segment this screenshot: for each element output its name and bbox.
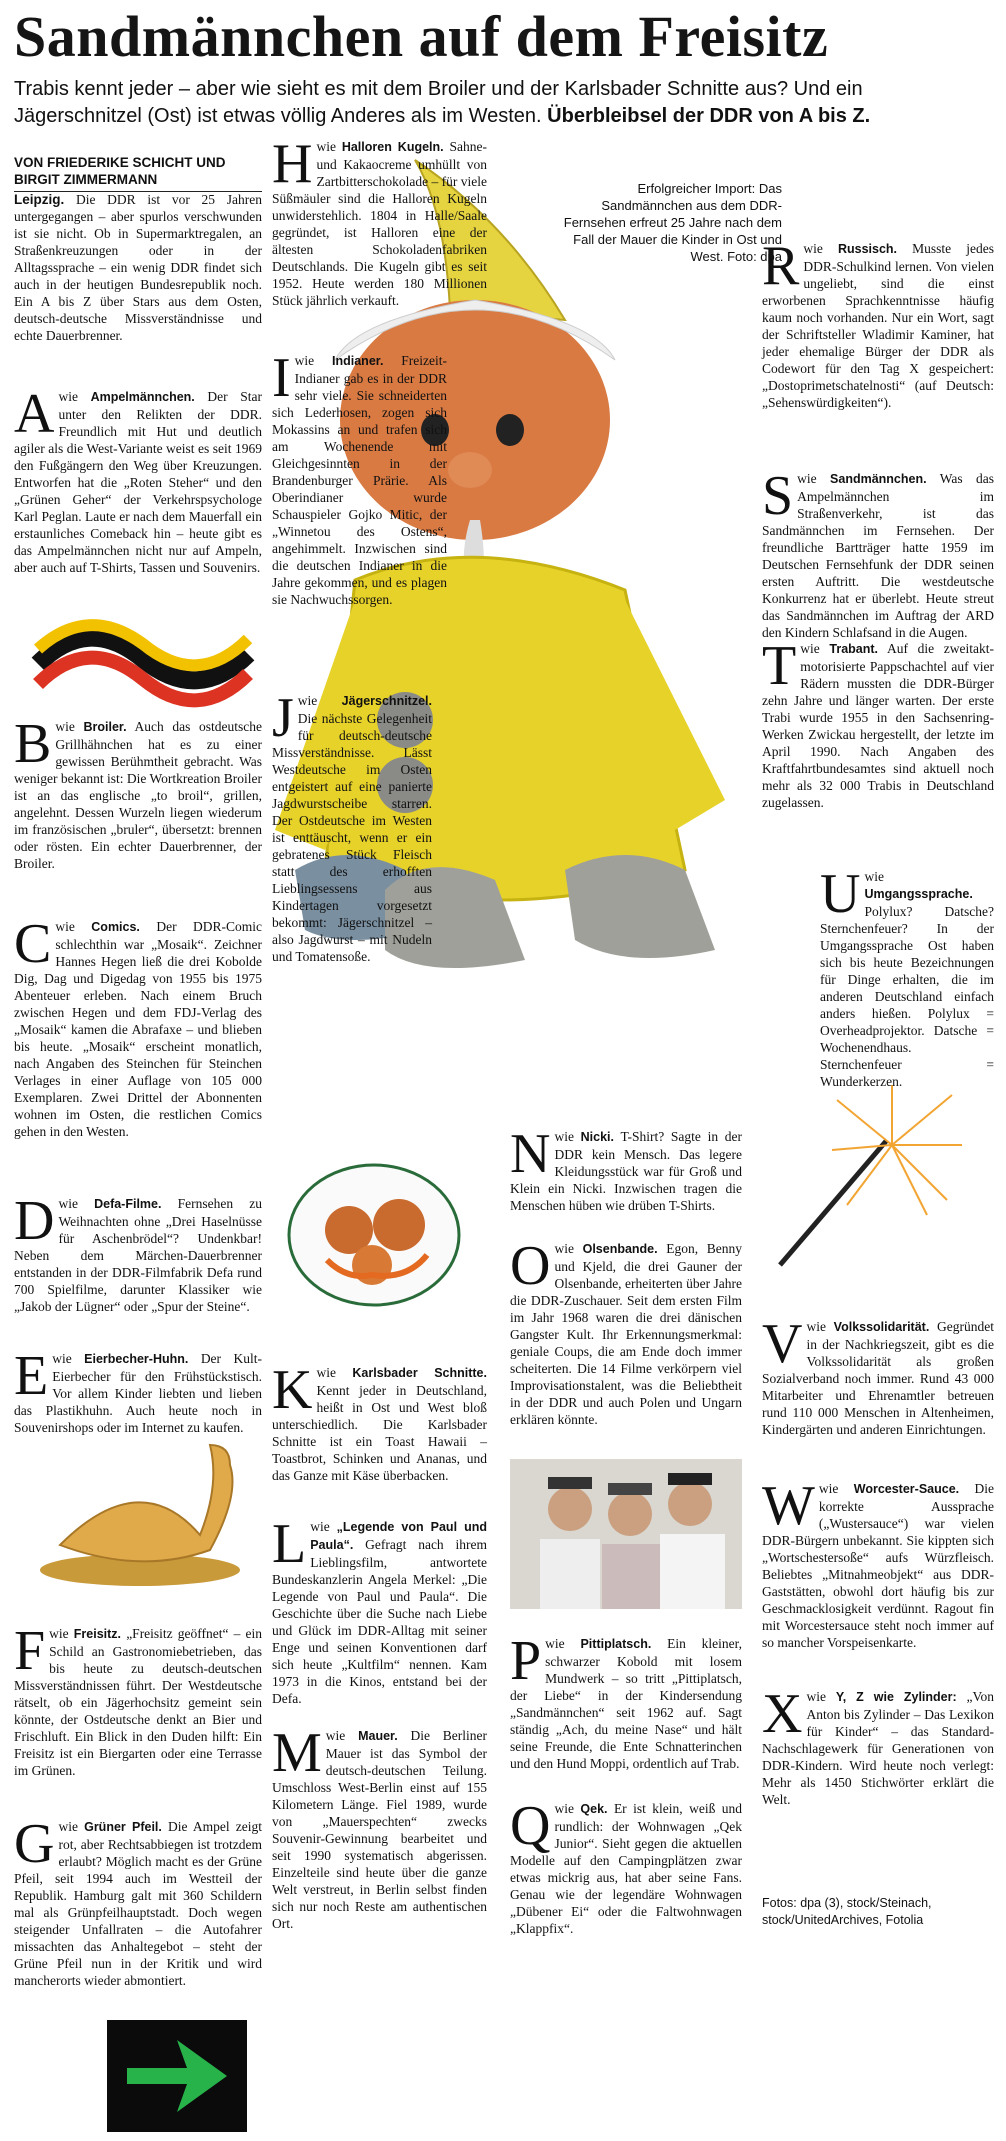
drop-letter: W bbox=[762, 1475, 815, 1537]
entry-text: Gegründet in der Nachkriegszeit, gibt es die Volkssolidarität als großen Sozialverband noch immer. Rund 43 000 Mitarbeiter und Ehrenamtler betreuen rund 110 000 Menschen in Altenheimen, Kindergärten und anderen Einrichtungen. bbox=[762, 1319, 995, 1437]
jaegerschnitzel-plate-image bbox=[287, 1160, 462, 1310]
entry-keyword: Sandmännchen. bbox=[830, 472, 927, 486]
drop-letter: C bbox=[14, 913, 52, 975]
entry-text: Er ist klein, weiß und rundlich: der Wohnwagen „Qek Junior“. Sieht gegen die aktuellen Modelle auf den Campingplätzen zwar etwas mickrig aus, hat aber seine Fans. Genau wie der legendäre Wohnwagen „Dübener Ei“ oder die Faltwohnwagen „Klappfix“. bbox=[510, 1801, 743, 1936]
entry-text: Polylux? Datsche? Sternchenfeuer? In der Umgangssprache Ost haben sich bis heute Bezeichnungen für Dinge erhalten, die im anderen Deutschland einfach anders hießen. Polylux = Overheadprojektor. Datsche = Wochenendhaus. Sternchenfeuer = Wunderkerzen. bbox=[820, 904, 994, 1089]
entry-text: Kennt jeder in Deutschland, heißt in Ost und West bloß unterschiedlich. Die Karlsbader Schnitte ist ein Toast Hawaii – Toastbrot, Schinken und Ananas, und das Ganze mit Käse überbacken. bbox=[272, 1383, 487, 1483]
entry-p: Pwie Pittiplatsch. Ein kleiner, schwarzer Kobold mit losem Mundwerk – so tritt „Pittiplatsch, der Liebe“ in der Kindersendung „Sandmännchen“ seit 1962 auf. Sagt ständig „Ach, du meine Nase“ und hält seine Freunde, die Ente Schnatterinchen und den Hund Moppi, ordentlich auf Trab. bbox=[510, 1630, 742, 1771]
entry-text: Ein kleiner, schwarzer Kobold mit losem Mundwerk – so tritt „Pittiplatsch, der Liebe“ in der Kindersendung „Sandmännchen“ seit 1962 auf. Sagt ständig „Ach, du meine Nase“ und hält seine Freunde, die Ente Schnatterinchen und den Hund Moppi, ordentlich auf Trab. bbox=[510, 1636, 742, 1771]
entry-keyword: Jägerschnitzel. bbox=[341, 694, 432, 708]
entry-text: Die Ampel zeigt rot, aber Rechtsabbiegen ist trotzdem erlaubt? Möglich macht es der Grüne Pfeil, seit 1994 auch im Westteil der Republik. Hamburg galt mit 360 Schildern mal als Grünpfeilhauptstadt. Doch wegen steigender Unfallraten – die Autofahrer missachten das Anhaltegebot – steht der Grüne Pfeil nun in der Kritik und wird mancherorts wieder abmontiert. bbox=[14, 1819, 263, 1988]
entry-text: „Freisitz geöffnet“ – ein Schild an Gastronomiebetrieben, das bis heute zu deutsch-deutschen Missverständnissen führt. Der Westdeutsche rätselt, ob ein Jägerhochsitz gemeint sein könnte, der Ostdeutsche denkt an Bier und Frischluft. Ein Blick in den Duden hilft: Ein Freisitz ist ein Biergarten oder eine Terrasse im Grünen. bbox=[14, 1626, 263, 1778]
page-title: Sandmännchen auf dem Freisitz bbox=[14, 4, 829, 69]
drop-letter: S bbox=[762, 465, 794, 527]
entry-v: Vwie Volkssolidarität. Gegründet in der Nachkriegszeit, gibt es die Volkssolidarität als großen Sozialverband noch immer. Rund 43 000 Mitarbeiter und Ehrenamtler betreuen rund 110 000 Menschen in Altenheimen, Kindergärten und anderen Einrichtungen. bbox=[762, 1313, 995, 1437]
entry-text: Musste jedes DDR-Schulkind lernen. Von vielen ungeliebt, sind die einst erworbenen Sprachkenntnisse häufig kaum noch vorhanden. Nur ein Wort, sagt der Schriftsteller Wladimir Kaminer, hat jeder ehemalige Bürger der DDR als Codewort für den Tag X gespeichert: „Dostoprimetschatelnosti“ (auf Deutsch: „Sehenswürdigkeiten“). bbox=[762, 241, 994, 410]
entry-k: Kwie Karlsbader Schnitte. Kennt jeder in Deutschland, heißt in Ost und West bloß unterschiedlich. Die Karlsbader Schnitte ist ein Toast Hawaii – Toastbrot, Schinken und Ananas, und das Ganze mit Käse überbacken. bbox=[272, 1359, 487, 1483]
entry-keyword: Comics. bbox=[91, 920, 140, 934]
byline: VON FRIEDERIKE SCHICHT UND BIRGIT ZIMMERMANN bbox=[14, 154, 262, 192]
entry-text: Die korrekte Aussprache („Wustersauce“) war vielen DDR-Bürgern unbekannt. Sie kippten sich „Wortschestersoße“ aufs Würzfleisch. Beliebtes „Mitnahmeobjekt“ aus DDR-Gaststätten, obwohl dort häufig bis zur Geschmacklosigkeit verdünnt. Ragout fin mit Worcestersauce steht noch immer auf so mancher Vorspeisenkarte. bbox=[762, 1481, 995, 1650]
entry-f: Fwie Freisitz. „Freisitz geöffnet“ – ein Schild an Gastronomiebetrieben, das bis heute zu deutsch-deutschen Missverständnissen führt. Der Westdeutsche rätselt, ob ein Jägerhochsitz gemeint sein könnte, der Ostdeutsche denkt an Bier und Frischluft. Ein Blick in den Duden hilft: Ein Freisitz ist ein Biergarten oder eine Terrasse im Grünen. bbox=[14, 1620, 263, 1778]
entry-keyword: Worcester-Sauce. bbox=[853, 1482, 960, 1496]
photo-caption: Erfolgreicher Import: Das Sandmännchen aus dem DDR-Fernsehen erfreut 25 Jahre nach dem Fall der Mauer die Kinder in Ost und West. Foto: dpa bbox=[563, 181, 782, 264]
entry-q: Qwie Qek. Er ist klein, weiß und rundlich: der Wohnwagen „Qek Junior“. Sieht gegen die aktuellen Modelle auf den Campingplätzen zwar etwas mickrig aus, hat aber seine Fans. Genau wie der legendäre Wohnwagen „Dübener Ei“ oder die Faltwohnwagen „Klappfix“. bbox=[510, 1795, 743, 1936]
entry-o: Owie Olsenbande. Egon, Benny und Kjeld, die drei Gauner der Olsenbande, erheiterten über Jahre die DDR-Zuschauer. Seit dem ersten Film im Jahr 1968 waren die drei dänischen Gangster Kult. Ihr Erkennungsmerkmal: geniale Coups, die am Ende doch immer scheiterten. Die 14 Filme verkörpern viel Improvisationstalent, was die Beliebtheit in der DDR und auch Polen und Ungarn erklären könnte. bbox=[510, 1235, 743, 1427]
intro-text: Die DDR ist vor 25 Jahren untergegangen – aber spurlos verschwunden ist sie nicht. Ob in Supermarktregalen, an Straßenkreuzungen oder in der Alltagssprache – ein wenig DDR findet sich auch in der heutigen Bundesrepublik noch. Ein A bis Z über Stars aus dem Osten, deutsch-deutsche Missverständnisse und echte Dauerbrenner. bbox=[14, 192, 263, 343]
entry-text: Die nächste Gelegenheit für deutsch-deutsche Missverständnisse. Lässt Westdeutsche im Osten entgeistert auf eine panierte Jagdwurstscheibe starren. Der Ostdeutsche im Westen ist enttäuscht, wenn er ein gebratenes Stück Fleisch statt des erhofften Lieblingsessens aus Kindertagen vorgesetzt bekommt: Jägerschnitzel – also Jagdwurst – mit Nudeln und Tomatensoße. bbox=[272, 711, 432, 964]
lead-paragraph bbox=[14, 76, 989, 130]
entry-keyword: Eierbecher-Huhn. bbox=[84, 1352, 189, 1366]
intro-paragraph bbox=[14, 191, 262, 344]
drop-letter: H bbox=[272, 133, 313, 195]
entry-keyword: Nicki. bbox=[580, 1130, 614, 1144]
entry-text: Gefragt nach ihrem Lieblingsfilm, antwortete Bundeskanzlerin Angela Merkel: „Die Legende von Paul und Paula“. Die Geschichte über die Suche nach Liebe und Glück im DDR-Alltag mit seiner Enge und seinen Konventionen darf sich heute „Kultfilm“ nennen. Kam 1973 in die Kinos, entstand bei der Defa. bbox=[272, 1537, 488, 1706]
drop-letter: A bbox=[14, 383, 55, 445]
drop-letter: G bbox=[14, 1813, 55, 1875]
drop-letter: X bbox=[762, 1683, 803, 1745]
entry-text: Der Star unter den Relikten der DDR. Freundlich mit Hut und deutlich agiler als die West-Variante weist es seit 1969 den Fußgängern den Weg über Kreuzungen. Entworfen hat die „Roten Steher“ und den „Grünen Geher“ der Verkehrspsychologe Karl Peglan. Laute er nach dem Mauerfall ein erstaunliches Comeback hin – heute gibt es das Ampelmännchen nicht nur auf Ampeln, aber auch auf T-Shirts, Tassen und Souvenirs. bbox=[14, 389, 262, 575]
entry-keyword: Ampelmännchen. bbox=[90, 390, 195, 404]
entry-w: Wwie Worcester-Sauce. Die korrekte Aussprache („Wustersauce“) war vielen DDR-Bürgern unbekannt. Sie kippten sich „Wortschestersoße“ aufs Würzfleisch. Beliebtes „Mitnahmeobjekt“ aus DDR-Gaststätten, obwohl dort häufig bis zur Geschmacklosigkeit verdünnt. Ragout fin mit Worcestersauce steht noch immer auf so mancher Vorspeisenkarte. bbox=[762, 1475, 995, 1650]
drop-letter: I bbox=[272, 347, 291, 409]
drop-letter: R bbox=[762, 235, 800, 297]
entry-text: Der Kult-Eierbecher für den Frühstückstisch. Vor allem Kinder liebten und lieben das Plastikhuhn. Auch heute noch in Souvenirshops oder im Internet zu kaufen. bbox=[14, 1351, 262, 1435]
olsenbande-photo bbox=[510, 1459, 742, 1609]
drop-letter: Q bbox=[510, 1795, 551, 1857]
entry-text: Sahne- und Kakaocreme umhüllt von Zartbitterschokolade – für viele Süßmäuler sind die Halloren Kugeln unwiderstehlich. 1804 in Halle/Saale gegründet, ist Halloren eine der ältesten Schokoladenfabriken Deutschlands. Die Kugeln gibt es seit 1952. Heute werden 180 Millionen Stück jährlich verkauft. bbox=[272, 139, 488, 308]
entry-text: Die Berliner Mauer ist das Symbol der deutsch-deutschen Teilung. Umschloss West-Berlin einst auf 155 Kilometern Länge. Fiel 1989, wurde von „Mauerspechten“ zwecks Souvenir-Gewinnung bearbeitet und seit 1990 systematisch abgerissen. Einzelteile sind heute über die ganze Welt verstreut, in Berlin selbst finden sich nur noch Reste am authentischen Ort. bbox=[272, 1728, 488, 1931]
wunderkerze-image bbox=[762, 1085, 972, 1275]
entry-text: Der DDR-Comic schlechthin war „Mosaik“. Zeichner Hannes Hegen ließ die drei Kobolde Dig, Dag und Digedag von 1955 bis 1975 Abenteuer erleben. Nach einem Bruch zwischen Hegen und dem FDJ-Verlag des „Mosaik“ kamen die Abrafaxe – und blieben bis heute. „Mosaik“ erscheint monatlich, nach Angaben des Steinchen für Steinchen Verlages in einer Auflage von 105 000 Exemplaren. Zwei Drittel der Abonnenten wohnen im Osten, die restlichen Comics gehen in den Westen. bbox=[14, 919, 262, 1139]
eierbecher-huhn-image bbox=[20, 1425, 260, 1590]
entry-keyword: Grüner Pfeil. bbox=[84, 1820, 162, 1834]
entry-r: Rwie Russisch. Musste jedes DDR-Schulkind lernen. Von vielen ungeliebt, sind die einst erworbenen Sprachkenntnisse häufig kaum noch vorhanden. Nur ein Wort, sagt der Schriftsteller Wladimir Kaminer, hat jeder ehemalige Bürger der DDR als Codewort für den Tag X gespeichert: „Dostoprimetschatelnosti“ (auf Deutsch: „Sehenswürdigkeiten“). bbox=[762, 235, 994, 410]
entry-keyword: Broiler. bbox=[83, 720, 127, 734]
entry-xyz: Xwie Y, Z wie Zylinder: „Von Anton bis Zylinder – Das Lexikon für Kinder“ – das Standard-Nachschlagewerk für Generationen von DDR-Kindern. Wird heute noch verlegt: Mehr als 1450 Stichwörter erklärt die Welt. bbox=[762, 1683, 995, 1807]
entry-a: Awie Ampelmännchen. Der Star unter den Relikten der DDR. Freundlich mit Hut und deutlich agiler als die West-Variante weist es seit 1969 den Fußgängern den Weg über Kreuzungen. Entworfen hat die „Roten Steher“ und den „Grünen Geher“ der Verkehrspsychologe Karl Peglan. Laute er nach dem Mauerfall ein erstaunliches Comeback hin – heute gibt es das Ampelmännchen nicht nur auf Ampeln, aber auch auf T-Shirts, Tassen und Souvenirs. bbox=[14, 383, 262, 575]
drop-letter: E bbox=[14, 1345, 49, 1407]
entry-keyword: Karlsbader Schnitte. bbox=[352, 1366, 487, 1380]
drop-letter: L bbox=[272, 1513, 307, 1575]
entry-l: Lwie „Legende von Paul und Paula“. Gefragt nach ihrem Lieblingsfilm, antwortete Bundeskanzlerin Angela Merkel: „Die Legende von Paul und Paula“. Die Geschichte über die Suche nach Liebe und Glück im DDR-Alltag mit seiner Enge und seinen Konventionen darf sich heute „Kultfilm“ nennen. Kam 1973 in die Kinos, entstand bei der Defa. bbox=[272, 1513, 488, 1706]
entry-keyword: Russisch. bbox=[837, 242, 898, 256]
ampelmaennchen-ribbon-image bbox=[18, 604, 268, 714]
entry-u: Uwie Umgangssprache. Polylux? Datsche? Sternchenfeuer? In der Umgangssprache Ost haben sich bis heute Bezeichnungen für Dinge erhalten, die im anderen Deutschland einfach anders hießen. Polylux = Overheadprojektor. Datsche = Wochenendhaus. Sternchenfeuer = Wunderkerzen. bbox=[820, 863, 994, 1089]
drop-letter: U bbox=[820, 863, 861, 925]
entry-j: Jwie Jägerschnitzel. Die nächste Gelegenheit für deutsch-deutsche Missverständnisse. Lässt Westdeutsche im Osten entgeistert auf eine panierte Jagdwurstscheibe starren. Der Ostdeutsche im Westen ist enttäuscht, wenn er ein gebratenes Stück Fleisch statt des erhofften Lieblingsessens aus Kindertagen vorgesetzt bekommt: Jägerschnitzel – also Jagdwurst – mit Nudeln und Tomatensoße. bbox=[272, 687, 432, 964]
entry-e: Ewie Eierbecher-Huhn. Der Kult-Eierbecher für den Frühstückstisch. Vor allem Kinder liebten und lieben das Plastikhuhn. Auch heute noch in Souvenirshops oder im Internet zu kaufen. bbox=[14, 1345, 262, 1435]
entry-text: T-Shirt? Sagte in der DDR kein Mensch. Das legere Kleidungsstück war für Groß und Klein ein Nicki. Inzwischen tragen die Menschen hüben wie drüben T-Shirts. bbox=[510, 1129, 742, 1213]
entry-s: Swie Sandmännchen. Was das Ampelmännchen im Straßenverkehr, ist das Sandmännchen im Fernsehen. Der freundliche Bartträger hatte 1959 im Deutschen Fernsehfunk der DDR seinen ersten Auftritt. Die westdeutsche Konkurrenz hat er überlebt. Heute streut das Sandmännchen im Auftrag der ARD den Kindern Schlafsand in die Augen. bbox=[762, 465, 994, 640]
entry-keyword: Pittiplatsch. bbox=[580, 1637, 652, 1651]
entry-i: Iwie Indianer. Freizeit-Indianer gab es in der DDR sehr viele. Sie schneiderten sich Lederhosen, zogen sich Mokassins an und trafen sich am Wochenende mit Gleichgesinnten in der Brandenburger Prärie. Als Oberindianer wurde Schauspieler Gojko Mitic, der „Winnetou des Ostens“, angehimmelt. Inzwischen sind die deutschen Indianer in die Jahre gekommen, und es plagen sie Nachwuchssorgen. bbox=[272, 347, 448, 607]
drop-letter: O bbox=[510, 1235, 551, 1297]
entry-keyword: Olsenbande. bbox=[582, 1242, 658, 1256]
entry-m: Mwie Mauer. Die Berliner Mauer ist das Symbol der deutsch-deutschen Teilung. Umschloss West-Berlin einst auf 155 Kilometern Länge. Fiel 1989, wurde von „Mauerspechten“ zwecks Souvenir-Gewinnung bearbeitet und seit 1990 systematisch abgerissen. Einzelteile sind heute über die ganze Welt verstreut, in Berlin selbst finden sich nur noch Reste am authentischen Ort. bbox=[272, 1722, 488, 1931]
photo-credits: Fotos: dpa (3), stock/Steinach, stock/UnitedArchives, Fotolia bbox=[762, 1896, 932, 1927]
drop-letter: D bbox=[14, 1190, 55, 1252]
entry-keyword: Freisitz. bbox=[73, 1627, 122, 1641]
entry-g: Gwie Grüner Pfeil. Die Ampel zeigt rot, aber Rechtsabbiegen ist trotzdem erlaubt? Möglich macht es der Grüne Pfeil, seit 1994 auch im Westteil der Republik. Hamburg galt mit 360 Schildern mal als Grünpfeilhauptstadt. Doch wegen steigender Unfallraten – die Autofahrer missachten das Anhaltegebot – steht der Grüne Pfeil nun in der Kritik und wird mancherorts wieder abmontiert. bbox=[14, 1813, 263, 1988]
entry-text: Was das Ampelmännchen im Straßenverkehr, ist das Sandmännchen im Fernsehen. Der freundliche Bartträger hatte 1959 im Deutschen Fernsehfunk der DDR seinen ersten Auftritt. Die westdeutsche Konkurrenz hat er überlebt. Heute streut das Sandmännchen im Auftrag der ARD den Kindern Schlafsand in die Augen. bbox=[762, 471, 994, 640]
entry-b: Bwie Broiler. Auch das ostdeutsche Grillhähnchen hat es zu einer gewissen Berühmtheit gebracht. Was weniger bekannt ist: Die Wortkreation Broiler ist an das englische „to broil“, grillen, angelehnt. Dessen Wurzeln liegen wiederum im französischen „bruler“, übersetzt: brennen oder rösten. Ein echter Dauerbrenner, der Broiler. bbox=[14, 713, 262, 871]
entry-keyword: Defa-Filme. bbox=[94, 1197, 162, 1211]
entry-text: Egon, Benny und Kjeld, die drei Gauner der Olsenbande, erheiterten über Jahre die DDR-Zuschauer. Seit dem ersten Film im Jahr 1968 waren die drei dänischen Gangster Kult. Ihr Erkennungsmerkmal: geniale Coups, die am Ende doch immer scheiterten. Die 14 Filme verkörpern viel Improvisationstalent, was die Beliebtheit in der DDR und auch Polen und Ungarn erklären könnte. bbox=[510, 1241, 743, 1427]
entry-text: „Von Anton bis Zylinder – Das Lexikon für Kinder“ – das Standard-Nachschlagewerk für Generationen von DDR-Kindern. Wird heute noch verlegt: Mehr als 1450 Stichwörter erklärt die Welt. bbox=[762, 1689, 995, 1807]
gruener-pfeil-image bbox=[107, 2020, 247, 2132]
entry-keyword: Y, Z wie Zylinder: bbox=[835, 1690, 957, 1704]
entry-keyword: Umgangssprache. bbox=[864, 887, 973, 901]
entry-keyword: Trabant. bbox=[829, 642, 879, 656]
lead-bold: Überbleibsel der DDR von A bis Z. bbox=[547, 105, 871, 127]
entry-keyword: Indianer. bbox=[332, 354, 384, 368]
entry-text: Auch das ostdeutsche Grillhähnchen hat es zu einer gewissen Berühmtheit gebracht. Was weniger bekannt ist: Die Wortkreation Broiler ist an das englische „to broil“, grillen, angelehnt. Dessen Wurzeln liegen wiederum im französischen „bruler“, übersetzt: brennen oder rösten. Ein echter Dauerbrenner, der Broiler. bbox=[14, 719, 262, 871]
drop-letter: K bbox=[272, 1359, 313, 1421]
drop-letter: N bbox=[510, 1123, 551, 1185]
drop-letter: B bbox=[14, 713, 52, 775]
entry-text: Auf die zweitakt-motorisierte Pappschachtel auf vier Rädern mussten die DDR-Bürger zehn Jahre und länger warten. Der erste Trabi wurde 1955 in den Sachsenring-Werken Zwickau hergestellt, der letzte im April 1990. Nach Angaben des Kraftfahrtbundesamtes sind aktuell noch mehr als 32 000 Trabis in Deutschland zugelassen. bbox=[762, 641, 994, 810]
entry-c: Cwie Comics. Der DDR-Comic schlechthin war „Mosaik“. Zeichner Hannes Hegen ließ die drei Kobolde Dig, Dag und Digedag von 1955 bis 1975 Abenteuer erleben. Nach einem Bruch zwischen Hegen und dem FDJ-Verlag des „Mosaik“ kamen die Abrafaxe – und blieben bis heute. „Mosaik“ erscheint monatlich, nach Angaben des Steinchen für Steinchen Verlages in einer Auflage von 105 000 Exemplaren. Zwei Drittel der Abonnenten wohnen im Osten, die restlichen Comics gehen in den Westen. bbox=[14, 913, 262, 1139]
entry-keyword: Halloren Kugeln. bbox=[341, 140, 444, 154]
entry-keyword: „Legende von Paul und Paula“. bbox=[310, 1520, 487, 1552]
entry-text: Freizeit-Indianer gab es in der DDR sehr viele. Sie schneiderten sich Lederhosen, zogen sich Mokassins an und trafen sich am Wochenende mit Gleichgesinnten in der Brandenburger Prärie. Als Oberindianer wurde Schauspieler Gojko Mitic, der „Winnetou des Ostens“, angehimmelt. Inzwischen sind die deutschen Indianer in die Jahre gekommen, und es plagen sie Nachwuchssorgen. bbox=[272, 353, 448, 607]
drop-letter: V bbox=[762, 1313, 803, 1375]
entry-keyword: Qek. bbox=[580, 1802, 608, 1816]
entry-t: Twie Trabant. Auf die zweitakt-motorisierte Pappschachtel auf vier Rädern mussten die DDR-Bürger zehn Jahre und länger warten. Der erste Trabi wurde 1955 in den Sachsenring-Werken Zwickau hergestellt, der letzte im April 1990. Nach Angaben des Kraftfahrtbundesamtes sind aktuell noch mehr als 32 000 Trabis in Deutschland zugelassen. bbox=[762, 635, 994, 810]
intro-place: Leipzig. bbox=[14, 192, 65, 207]
lead-text: Trabis kennt jeder – aber wie sieht es mit dem Broiler und der Karlsbader Schnitte aus? Und ein Jägerschnitzel (Ost) ist etwas völlig Anderes als im Westen. bbox=[14, 78, 863, 127]
drop-letter: M bbox=[272, 1722, 322, 1784]
entry-keyword: Mauer. bbox=[358, 1729, 398, 1743]
drop-letter: T bbox=[762, 635, 797, 697]
entry-h: Hwie Halloren Kugeln. Sahne- und Kakaocreme umhüllt von Zartbitterschokolade – für viele Süßmäuler sind die Halloren Kugeln unwiderstehlich. 1804 in Halle/Saale gegründet, ist Halloren eine der ältesten Schokoladenfabriken Deutschlands. Die Kugeln gibt es seit 1952. Heute werden 180 Millionen Stück jährlich verkauft. bbox=[272, 133, 488, 308]
entry-n: Nwie Nicki. T-Shirt? Sagte in der DDR kein Mensch. Das legere Kleidungsstück war für Groß und Klein ein Nicki. Inzwischen tragen die Menschen hüben wie drüben T-Shirts. bbox=[510, 1123, 742, 1213]
entry-d: Dwie Defa-Filme. Fernsehen zu Weihnachten ohne „Drei Haselnüsse für Aschenbrödel“? Undenkbar! Neben dem Märchen-Dauerbrenner entstanden in der DDR-Filmfabrik Defa rund 700 Spielfilme, darunter Klassiker wie „Jakob der Lügner“ oder „Spur der Steine“. bbox=[14, 1190, 262, 1314]
drop-letter: F bbox=[14, 1620, 46, 1682]
entry-keyword: Volkssolidarität. bbox=[833, 1320, 930, 1334]
drop-letter: J bbox=[272, 687, 294, 749]
entry-text: Fernsehen zu Weihnachten ohne „Drei Haselnüsse für Aschenbrödel“? Undenkbar! Neben dem Märchen-Dauerbrenner entstanden in der DDR-Filmfabrik Defa rund 700 Spielfilme, darunter Klassiker wie „Jakob der Lügner“ oder „Spur der Steine“. bbox=[14, 1196, 262, 1314]
drop-letter: P bbox=[510, 1630, 542, 1692]
